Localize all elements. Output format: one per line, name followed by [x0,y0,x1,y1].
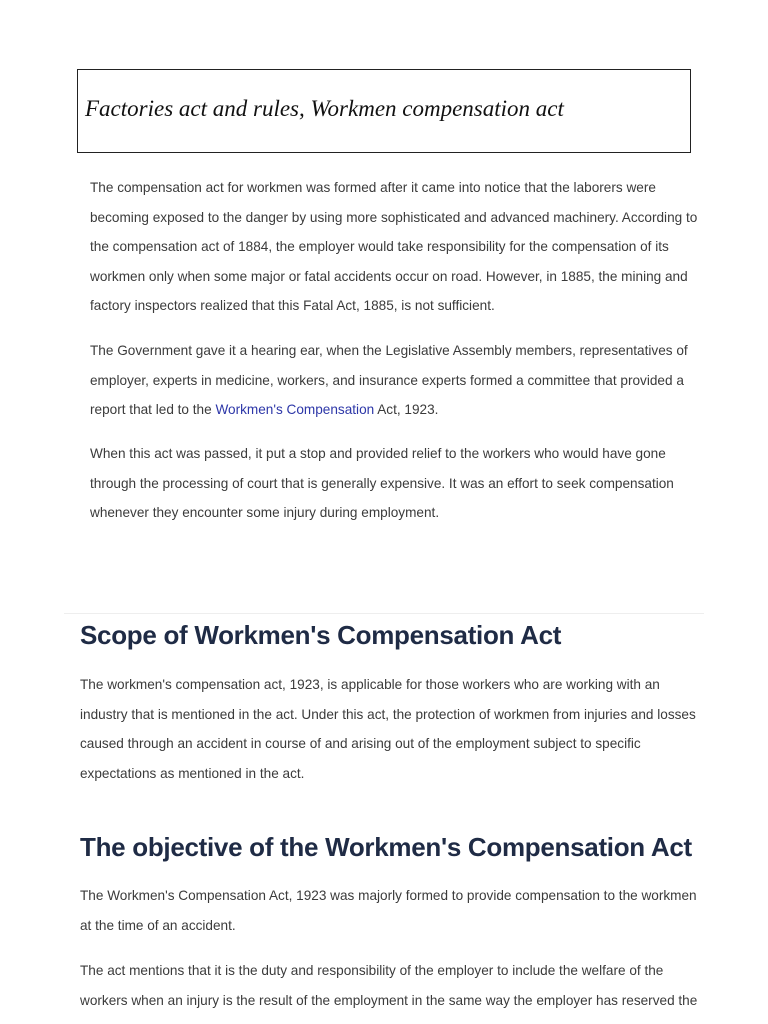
objective-paragraph-1: The Workmen's Compensation Act, 1923 was majorly formed to provide compensation to the workmen at the time of an accident. [80,888,697,933]
intro-paragraph-2-tail: Act, 1923. [374,402,439,417]
title-box [77,69,691,153]
section-divider [64,613,704,614]
document-title: Factories act and rules, Workmen compensation act [85,96,564,121]
intro-paragraph-3: When this act was passed, it put a stop and provided relief to the workers who would have gone through the processing of court that is generally expensive. It was an effort to seek compensation whenever they encounter some injury during employment. [90,446,674,520]
intro-paragraph-2-text: The Government gave it a hearing ear, when the Legislative Assembly members, representatives of employer, experts in medicine, workers, and insurance experts formed a committee that provided a report that led to the [90,343,688,417]
objective-paragraph-2: The act mentions that it is the duty and responsibility of the employer to include the welfare of the workers when an injury is the result of the employment in the same way the employer has reserved the [80,963,698,1008]
scope-heading: Scope of Workmen's Compensation Act [80,620,562,650]
objective-heading: The objective of the Workmen's Compensation Act [80,832,692,862]
workmens-compensation-link[interactable]: Workmen's Compensation [215,402,375,417]
intro-paragraph-2 [90,336,710,425]
scope-paragraph: The workmen's compensation act, 1923, is applicable for those workers who are working with an industry that is mentioned in the act. Under this act, the protection of workmen from injuries and losses caused through an accident in course of and arising out of the employment subject to specific expectations as mentioned in the act. [80,677,696,781]
intro-paragraph-1: The compensation act for workmen was formed after it came into notice that the laborers were becoming exposed to the danger by using more sophisticated and advanced machinery. According to the compensation act of 1884, the employer would take responsibility for the compensation of its workmen only when some major or fatal accidents occur on road. However, in 1885, the mining and factory inspectors realized that this Fatal Act, 1885, is not sufficient. [90,180,698,313]
